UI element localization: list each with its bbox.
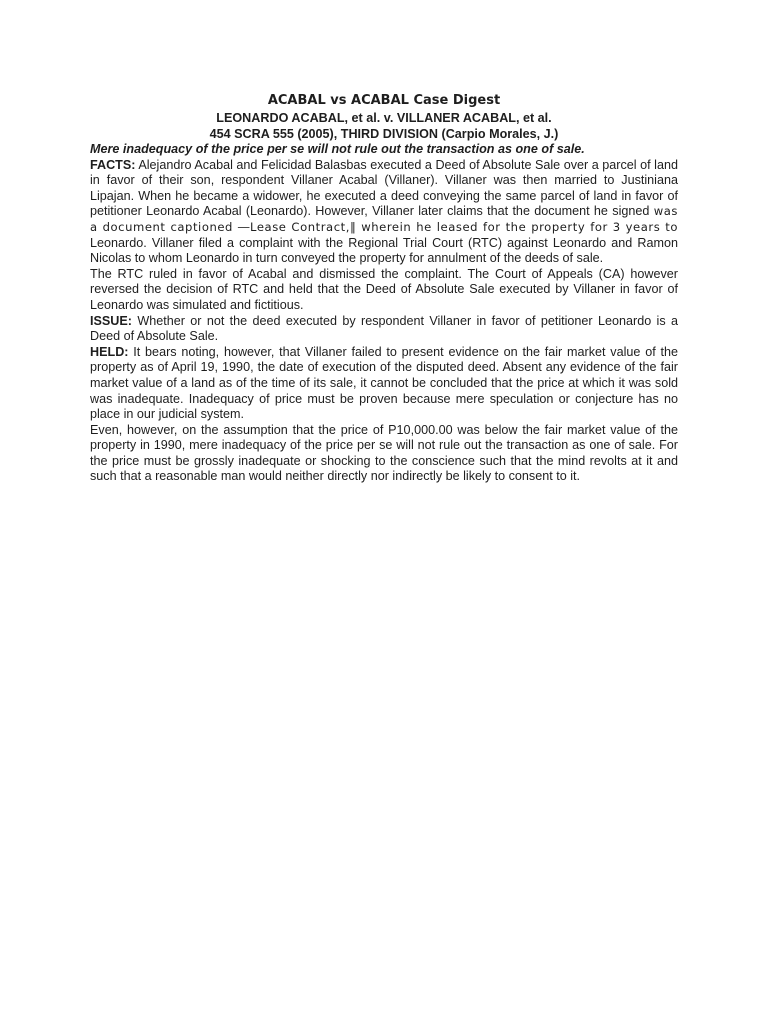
- held-text: It bears noting, however, that Villaner failed to present evidence on the fair market value of the property as of April 19, 1990, the date of execution of the disputed deed. Absent any evidence of the fair market value of a land as of the time of its sale, it cannot be concluded that the price at which it was sold was inadequate. Inadequacy of price must be proven because mere speculation or conjecture has no place in our judicial system.: [90, 344, 678, 422]
- issue-text: Whether or not the deed executed by respondent Villaner in favor of petitioner Leonardo is a Deed of Absolute Sale.: [90, 313, 678, 344]
- case-parties: LEONARDO ACABAL, et al. v. VILLANER ACABAL, et al.: [216, 111, 552, 125]
- rtc-ca-paragraph: The RTC ruled in favor of Acabal and dismissed the complaint. The Court of Appeals (CA) however reversed the decision of RTC and held that the Deed of Absolute Sale executed by Villaner in favor of Leonardo was simulated and fictitious.: [90, 266, 678, 312]
- held-paragraph: [90, 345, 678, 423]
- held-label: HELD:: [90, 344, 129, 359]
- document-body: [90, 92, 678, 485]
- facts-paragraph: [90, 158, 678, 267]
- facts-text-part2: was a document captioned ―Lease Contract,‖ wherein he leased for the property for 3 years to: [90, 204, 678, 234]
- closing-paragraph: Even, however, on the assumption that the price of P10,000.00 was below the fair market value of the property in 1990, mere inadequacy of the price per se will not rule out the transaction as one of sale. For the price must be grossly inadequate or shocking to the conscience such that the mind revolts at it and such that a reasonable man would neither directly nor indirectly be likely to consent to it.: [90, 422, 678, 484]
- facts-label: FACTS:: [90, 157, 136, 172]
- facts-text-part3: Leonardo. Villaner filed a complaint with the Regional Trial Court (RTC) against Leonardo and Ramon Nicolas to whom Leonardo in turn conveyed the property for annulment of the deeds of sale.: [90, 235, 678, 266]
- issue-label: ISSUE:: [90, 313, 132, 328]
- document-title: ACABAL vs ACABAL Case Digest: [267, 93, 501, 108]
- doctrine-statement: Mere inadequacy of the price per se will not rule out the transaction as one of sale.: [90, 142, 585, 156]
- facts-text-part1: Alejandro Acabal and Felicidad Balasbas executed a Deed of Absolute Sale over a parcel of land in favor of their son, respondent Villaner Acabal (Villaner). Villaner was then married to Justiniana Lipajan. When he became a widower, he executed a deed conveying the same parcel of land in favor of petitioner Leonardo Acabal (Leonardo). However, Villaner later claims that the document he signed: [90, 157, 678, 219]
- issue-paragraph: [90, 314, 678, 345]
- case-citation: 454 SCRA 555 (2005), THIRD DIVISION (Carpio Morales, J.): [209, 127, 559, 141]
